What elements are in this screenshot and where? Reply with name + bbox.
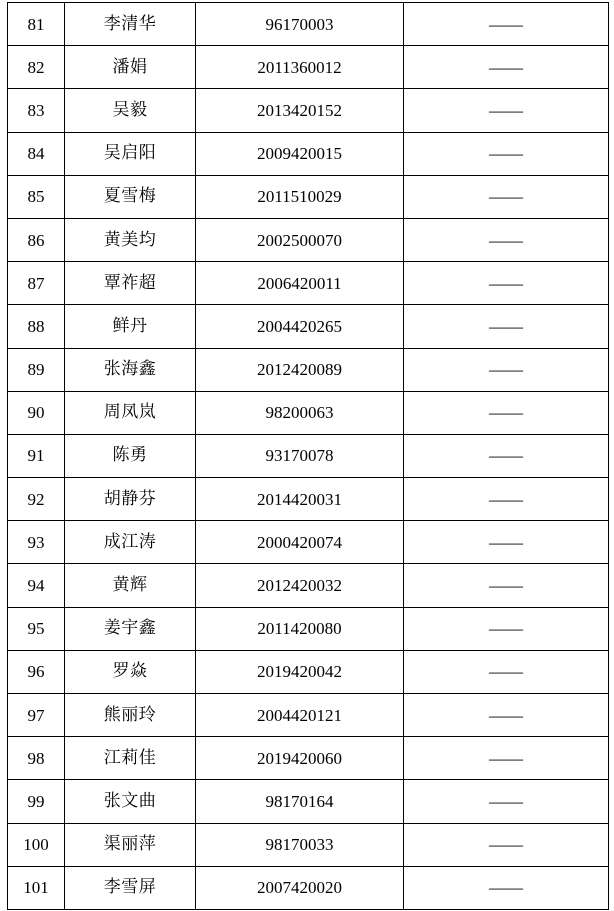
id-number-cell: 2014420031 [196,478,404,521]
table-row [8,564,609,607]
person-name-cell: 姜宇鑫 [65,607,196,650]
table-row [8,866,609,909]
row-number-cell: 97 [8,694,65,737]
id-number-cell: 2006420011 [196,262,404,305]
remark-cell: —— [404,866,609,909]
table-row [8,348,609,391]
id-number-cell: 2012420089 [196,348,404,391]
person-name-cell: 熊丽玲 [65,694,196,737]
remark-cell: —— [404,521,609,564]
id-number-cell: 96170003 [196,3,404,46]
id-number-cell: 2004420265 [196,305,404,348]
person-name-cell: 罗焱 [65,650,196,693]
remark-cell: —— [404,478,609,521]
id-number-cell: 2007420020 [196,866,404,909]
row-number-cell: 89 [8,348,65,391]
remark-cell: —— [404,89,609,132]
id-number-cell: 2011420080 [196,607,404,650]
table-row [8,737,609,780]
remark-cell: —— [404,305,609,348]
person-name-cell: 张文曲 [65,780,196,823]
person-name-cell: 夏雪梅 [65,175,196,218]
remark-cell: —— [404,607,609,650]
table-row [8,46,609,89]
table-row [8,823,609,866]
id-number-cell: 2000420074 [196,521,404,564]
row-number-cell: 100 [8,823,65,866]
person-name-cell: 鲜丹 [65,305,196,348]
roster-table-body [8,3,609,910]
remark-cell: —— [404,564,609,607]
row-number-cell: 101 [8,866,65,909]
table-row [8,3,609,46]
id-number-cell: 2002500070 [196,218,404,261]
row-number-cell: 90 [8,391,65,434]
table-row [8,521,609,564]
id-number-cell: 2012420032 [196,564,404,607]
id-number-cell: 2009420015 [196,132,404,175]
person-name-cell: 陈勇 [65,434,196,477]
id-number-cell: 98200063 [196,391,404,434]
remark-cell: —— [404,46,609,89]
id-number-cell: 2019420042 [196,650,404,693]
row-number-cell: 88 [8,305,65,348]
row-number-cell: 94 [8,564,65,607]
remark-cell: —— [404,694,609,737]
person-name-cell: 周凤岚 [65,391,196,434]
table-row [8,262,609,305]
remark-cell: —— [404,780,609,823]
table-row [8,132,609,175]
remark-cell: —— [404,3,609,46]
remark-cell: —— [404,737,609,780]
person-name-cell: 张海鑫 [65,348,196,391]
row-number-cell: 82 [8,46,65,89]
id-number-cell: 2004420121 [196,694,404,737]
table-row [8,694,609,737]
table-row [8,391,609,434]
remark-cell: —— [404,823,609,866]
row-number-cell: 86 [8,218,65,261]
table-row [8,218,609,261]
person-name-cell: 黄美均 [65,218,196,261]
remark-cell: —— [404,218,609,261]
table-row [8,478,609,521]
row-number-cell: 99 [8,780,65,823]
row-number-cell: 96 [8,650,65,693]
row-number-cell: 91 [8,434,65,477]
table-row [8,89,609,132]
id-number-cell: 2013420152 [196,89,404,132]
row-number-cell: 85 [8,175,65,218]
person-name-cell: 胡静芬 [65,478,196,521]
table-row [8,650,609,693]
row-number-cell: 87 [8,262,65,305]
row-number-cell: 95 [8,607,65,650]
remark-cell: —— [404,434,609,477]
row-number-cell: 93 [8,521,65,564]
person-name-cell: 成江涛 [65,521,196,564]
remark-cell: —— [404,175,609,218]
remark-cell: —— [404,132,609,175]
id-number-cell: 98170033 [196,823,404,866]
id-number-cell: 93170078 [196,434,404,477]
id-number-cell: 98170164 [196,780,404,823]
remark-cell: —— [404,348,609,391]
table-row [8,305,609,348]
person-name-cell: 渠丽萍 [65,823,196,866]
remark-cell: —— [404,391,609,434]
id-number-cell: 2019420060 [196,737,404,780]
roster-table [7,2,609,910]
row-number-cell: 81 [8,3,65,46]
table-row [8,434,609,477]
person-name-cell: 黄辉 [65,564,196,607]
person-name-cell: 吴启阳 [65,132,196,175]
table-row [8,175,609,218]
person-name-cell: 江莉佳 [65,737,196,780]
table-row [8,780,609,823]
id-number-cell: 2011510029 [196,175,404,218]
remark-cell: —— [404,650,609,693]
person-name-cell: 潘娟 [65,46,196,89]
id-number-cell: 2011360012 [196,46,404,89]
row-number-cell: 84 [8,132,65,175]
person-name-cell: 李雪屏 [65,866,196,909]
person-name-cell: 李清华 [65,3,196,46]
row-number-cell: 98 [8,737,65,780]
row-number-cell: 92 [8,478,65,521]
person-name-cell: 覃祚超 [65,262,196,305]
table-row [8,607,609,650]
row-number-cell: 83 [8,89,65,132]
person-name-cell: 吴毅 [65,89,196,132]
remark-cell: —— [404,262,609,305]
